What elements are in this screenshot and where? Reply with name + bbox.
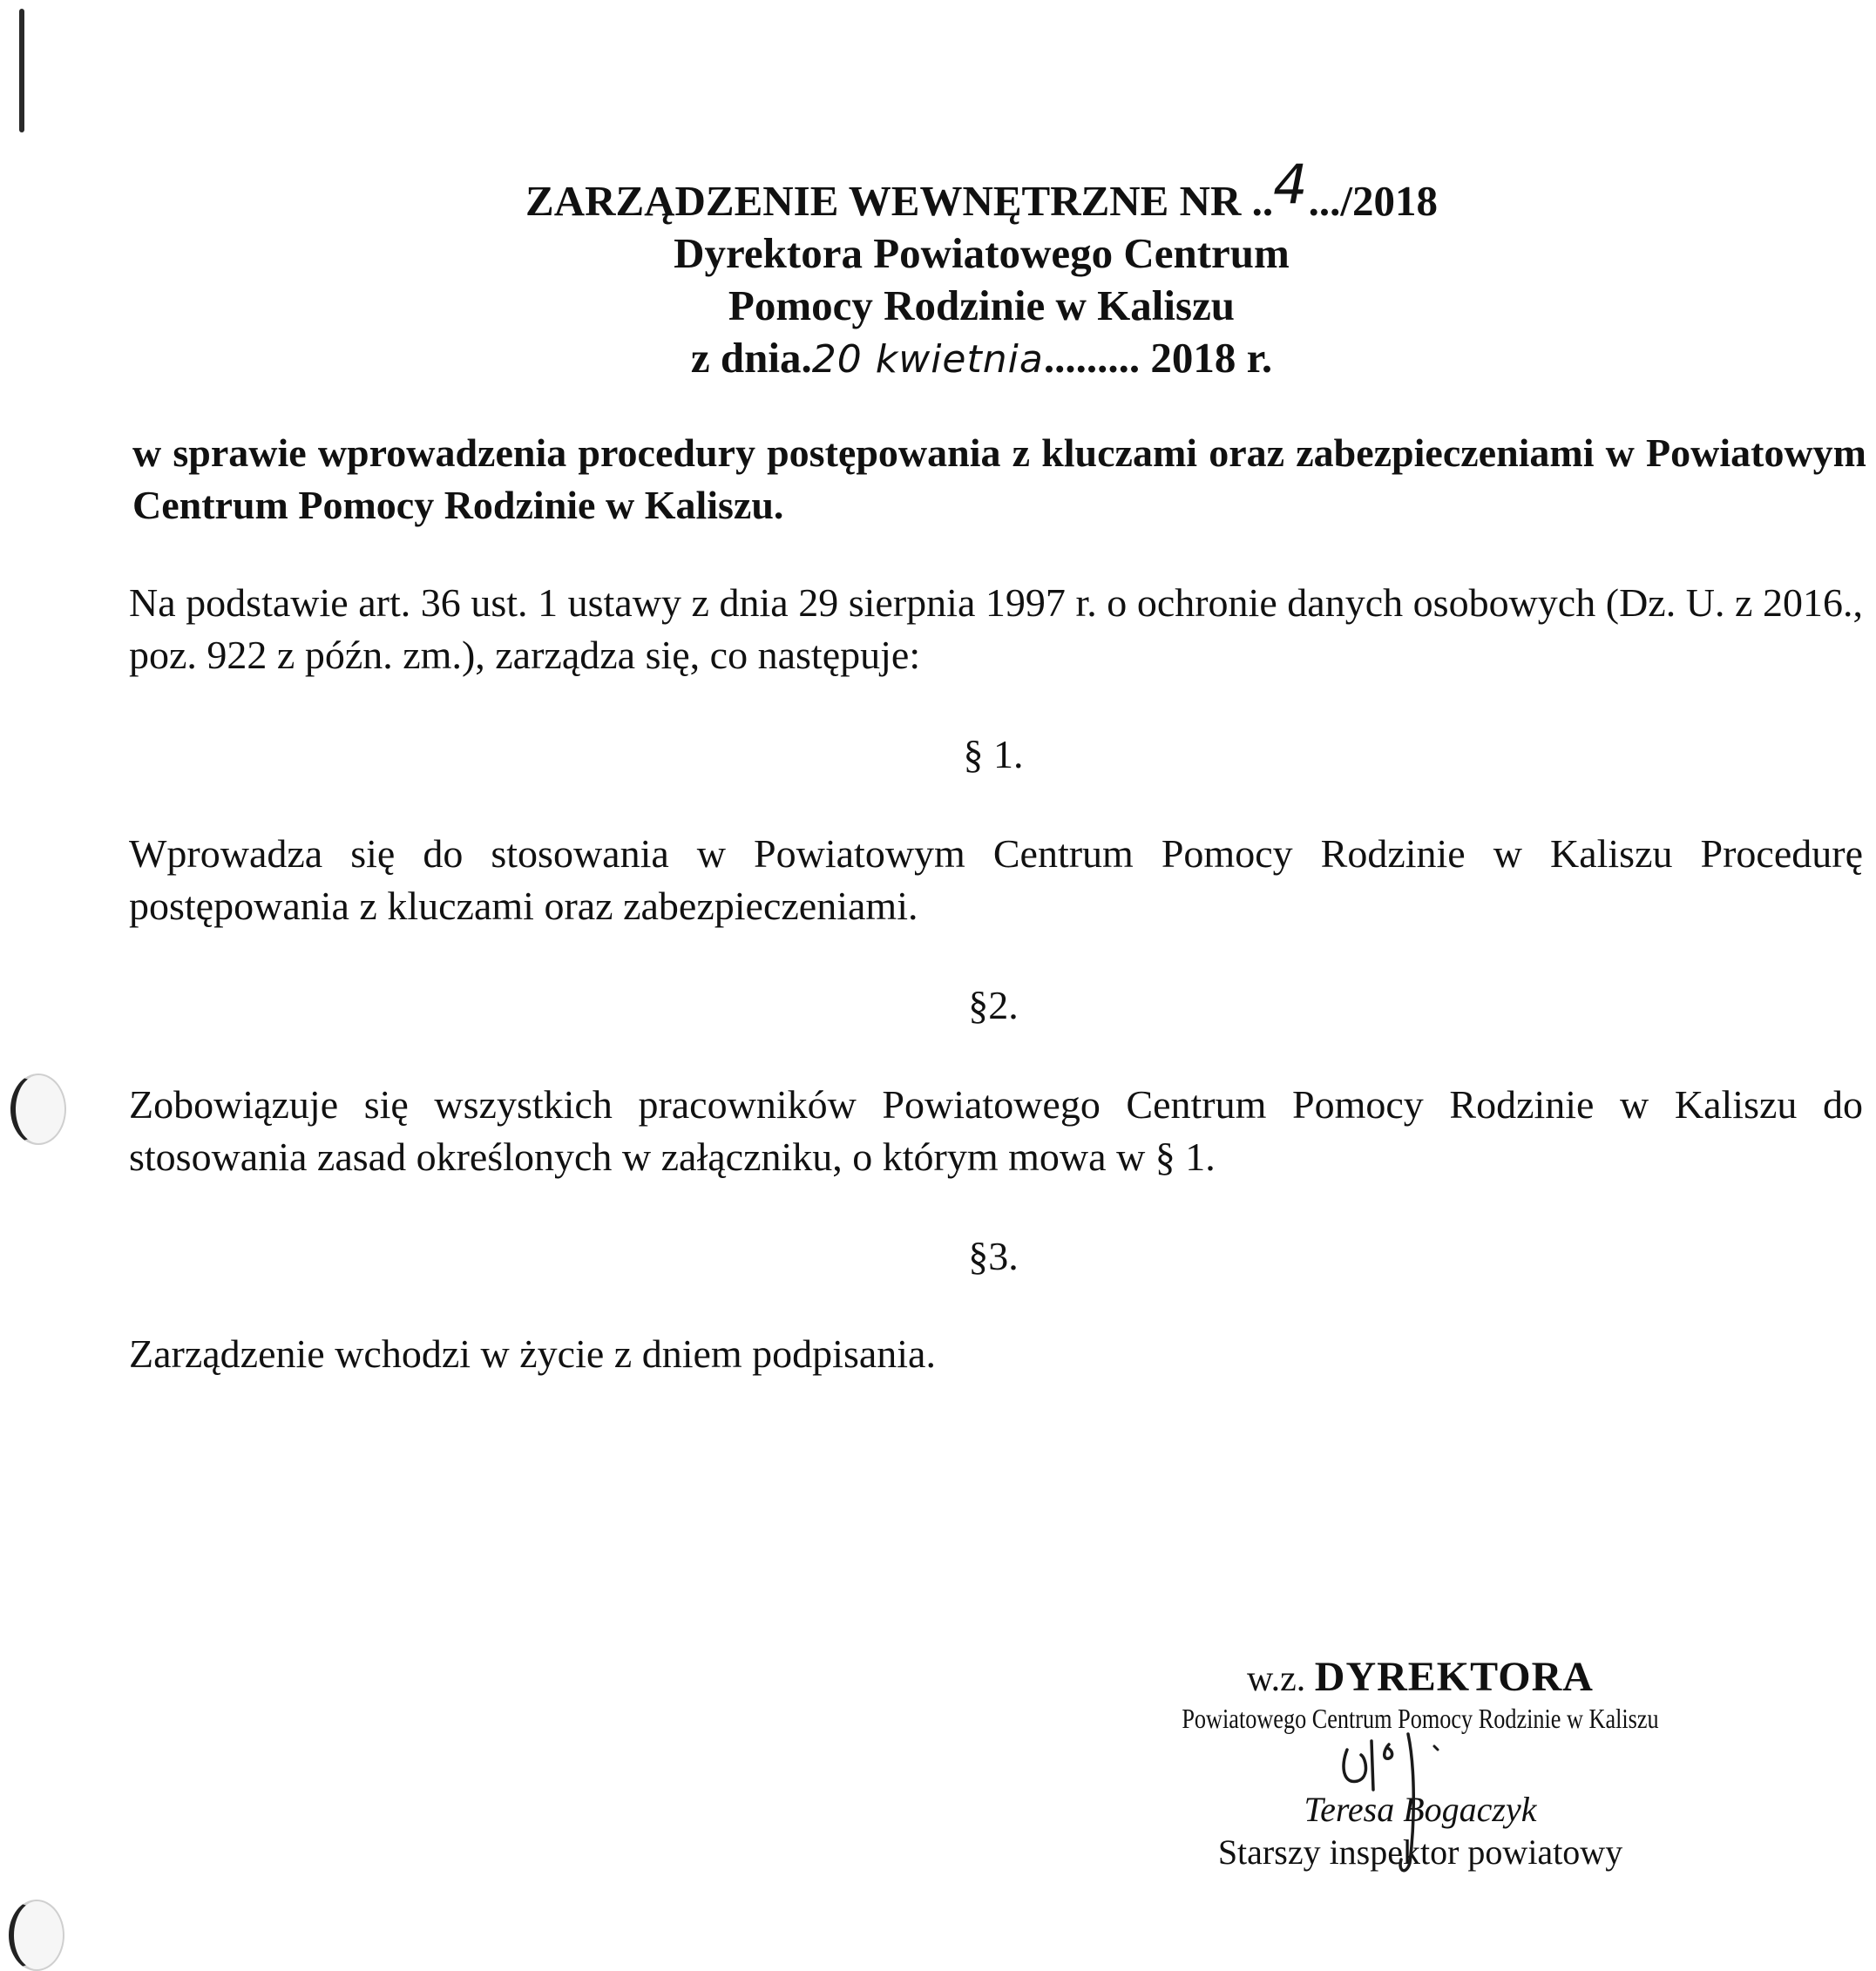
stamp-title: DYREKTORA — [1314, 1654, 1594, 1700]
stamp-prefix: w.z. — [1247, 1659, 1306, 1699]
document-header — [0, 152, 1876, 386]
header-line2: Dyrektora Powiatowego Centrum — [674, 229, 1290, 277]
header-date-row: z dnia.20 kwietnia......... 2018 r. — [690, 334, 1273, 382]
header-line3: Pomocy Rodzinie w Kaliszu — [728, 281, 1236, 329]
date-prefix: z dnia — [690, 334, 802, 382]
section-text-2: Zobowiązuje się wszystkich pracowników Powiatowego Centrum Pomocy Rodzinie w Kaliszu do stosowania zasad określonych w załączniku, o którym mowa w § 1. — [129, 1082, 1863, 1179]
section-mark-2: §2. — [968, 983, 1019, 1027]
punch-hole — [9, 1900, 64, 1971]
section-text-1: Wprowadza się do stosowania w Powiatowym Centrum Pomocy Rodzinie w Kaliszu Procedurę postępowania z kluczami oraz zabezpieczeniami. — [129, 831, 1863, 928]
handwritten-number: 4 — [1273, 152, 1309, 216]
stamp-name: Teresa Bogaczyk — [1304, 1790, 1537, 1829]
handwritten-date: 20 kwietnia — [811, 337, 1044, 382]
legal-basis: Na podstawie art. 36 ust. 1 ustawy z dnia 29 sierpnia 1997 r. o ochronie danych osobowych (Dz. U. z 2016., poz. 922 z późn. zm.), zarządza się, co następuje: — [129, 580, 1863, 677]
header-year: /2018 — [1340, 177, 1438, 225]
stamp-title-line — [1115, 1656, 1725, 1701]
stamp-institution: Powiatowego Centrum Pomocy Rodzinie w Kaliszu — [1182, 1703, 1659, 1734]
stamp-position: Starszy inspektor powiatowy — [1217, 1832, 1623, 1872]
section-text-3: Zarządzenie wchodzi w życie z dniem podpisania. — [129, 1331, 936, 1376]
section-mark-1: § 1. — [963, 732, 1024, 776]
punch-hole — [10, 1074, 66, 1145]
section-mark-3: §3. — [968, 1234, 1019, 1278]
header-title: ZARZĄDZENIE WEWNĘTRZNE NR — [525, 177, 1242, 225]
staple-mark — [19, 9, 24, 132]
document-subject: w sprawie wprowadzenia procedury postępowania z kluczami oraz zabezpieczeniami w Powiatowym Centrum Pomocy Rodzinie w Kaliszu. — [132, 430, 1866, 527]
handwritten-signature — [1331, 1715, 1462, 1880]
header-title-row: ZARZĄDZENIE WEWNĘTRZNE NR ..4.../2018 — [525, 152, 1438, 225]
date-year: 2018 r. — [1150, 334, 1273, 382]
